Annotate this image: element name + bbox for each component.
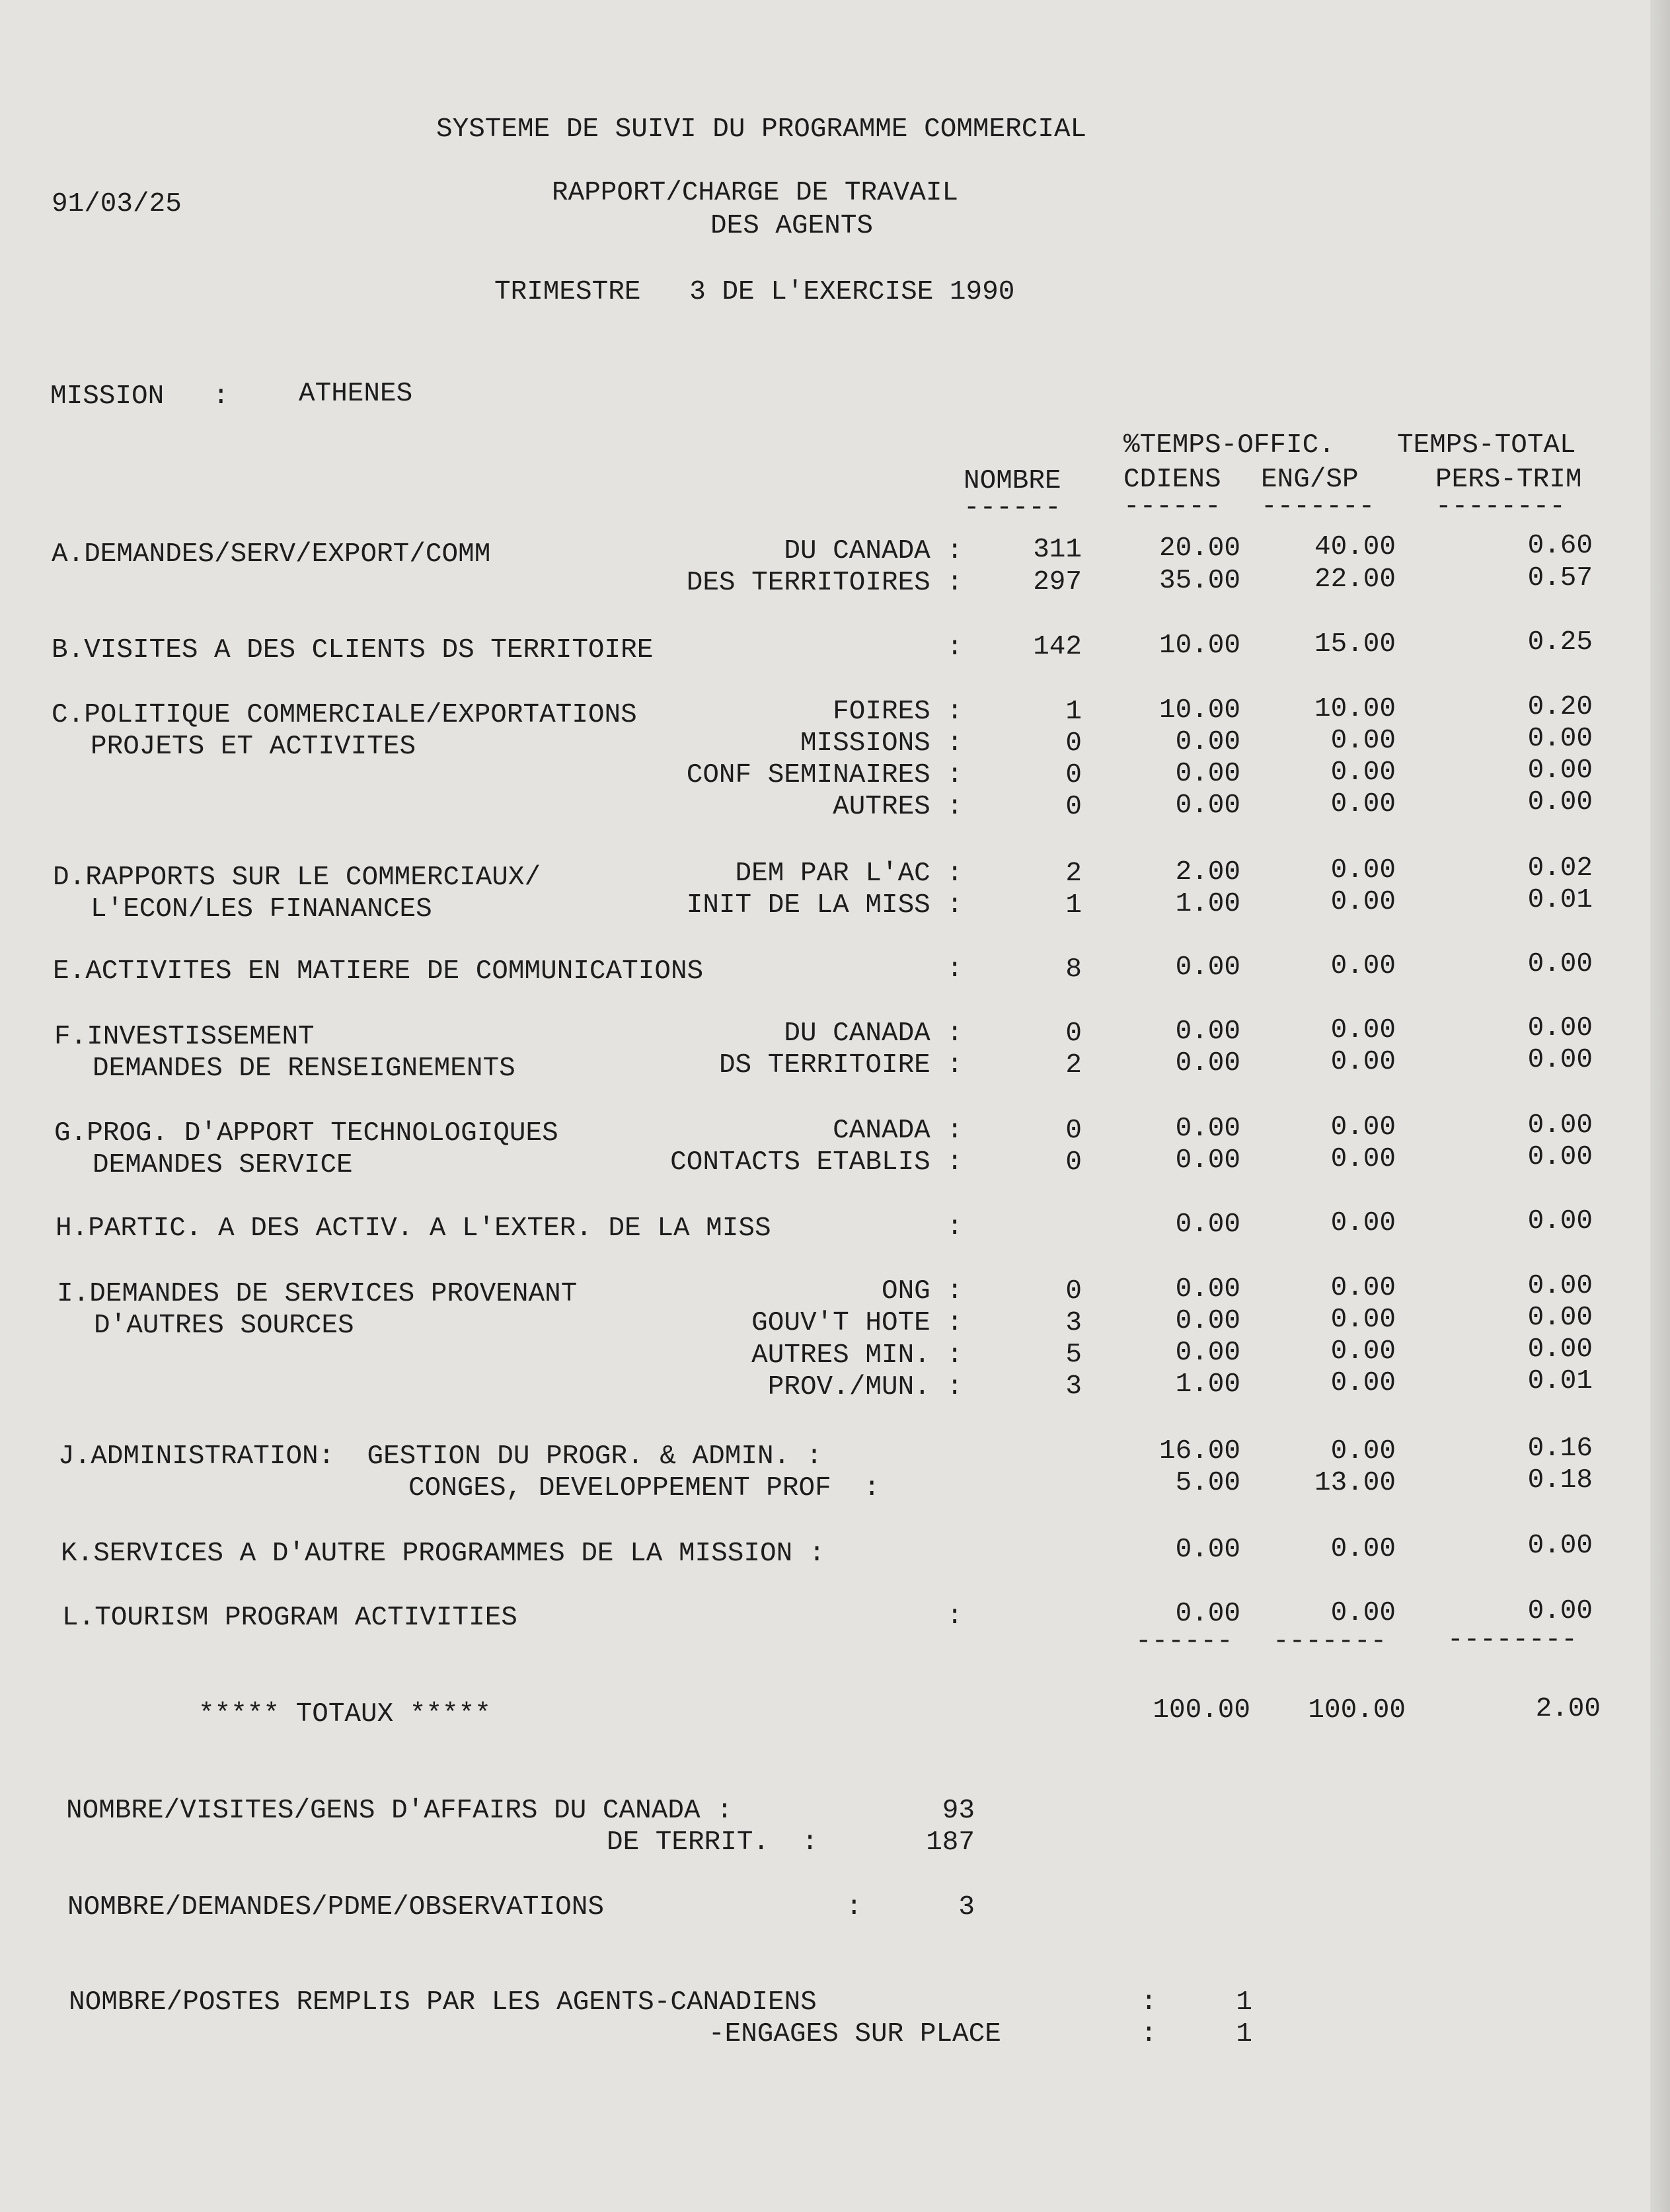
row-sublabel: :	[946, 1212, 963, 1242]
cell-cdiens: 0.00	[1175, 727, 1240, 757]
totals-underline-eng-sp: -------	[1273, 1626, 1387, 1657]
row-sublabel: CONF SEMINAIRES :	[686, 760, 963, 790]
row-label: DEMANDES SERVICE	[93, 1150, 353, 1180]
cell-eng-sp: 0.00	[1330, 1015, 1396, 1046]
row-label: CONGES, DEVELOPPEMENT PROF :	[408, 1473, 880, 1504]
cell-cdiens: 0.00	[1175, 1114, 1240, 1144]
cell-nombre: 142	[1033, 632, 1082, 662]
cell-pers-trim: 0.01	[1527, 885, 1593, 915]
row-label: J.ADMINISTRATION: GESTION DU PROGR. & ADMIN. :	[58, 1441, 823, 1472]
cell-pers-trim: 0.16	[1527, 1433, 1593, 1464]
cell-pers-trim: 0.00	[1527, 1531, 1593, 1561]
postes-label: NOMBRE/POSTES REMPLIS PAR LES AGENTS-CANADIENS	[69, 1987, 817, 2018]
row-sublabel: :	[946, 1601, 963, 1632]
row-sublabel: DEM PAR L'AC :	[735, 858, 963, 889]
cell-pers-trim: 0.00	[1527, 1206, 1593, 1237]
cell-cdiens: 0.00	[1175, 952, 1240, 983]
cell-eng-sp: 40.00	[1314, 532, 1396, 562]
column-pers-trim: PERS-TRIM	[1435, 465, 1582, 495]
cell-eng-sp: 22.00	[1314, 564, 1396, 595]
cell-eng-sp: 0.00	[1330, 951, 1396, 981]
cell-cdiens: 35.00	[1158, 566, 1240, 596]
row-label: L.TOURISM PROGRAM ACTIVITIES	[62, 1603, 517, 1633]
cell-pers-trim: 0.00	[1527, 755, 1593, 786]
row-sublabel: DU CANADA :	[784, 1018, 963, 1049]
column-eng-sp: ENG/SP	[1261, 465, 1359, 495]
row-sublabel: FOIRES :	[833, 697, 963, 727]
column-underline-cdiens: ------	[1123, 492, 1221, 522]
cell-eng-sp: 0.00	[1330, 1598, 1396, 1628]
cell-pers-trim: 0.00	[1527, 1045, 1593, 1075]
cell-cdiens: 0.00	[1175, 1306, 1240, 1336]
row-label: G.PROG. D'APPORT TECHNOLOGIQUES	[54, 1118, 558, 1149]
row-sublabel: :	[946, 954, 963, 985]
cell-nombre: 297	[1033, 567, 1082, 597]
cell-eng-sp: 0.00	[1330, 855, 1396, 886]
row-sublabel: DES TERRITOIRES :	[686, 568, 963, 598]
cell-nombre: 0	[1065, 1116, 1082, 1146]
cell-eng-sp: 0.00	[1330, 1144, 1396, 1174]
visites-value: 93	[942, 1796, 975, 1826]
column-underline-nombre: ------	[964, 493, 1061, 523]
row-sublabel: CANADA :	[833, 1116, 963, 1146]
column-underline-eng-sp: -------	[1261, 492, 1375, 522]
mission-value: ATHENES	[299, 379, 413, 409]
territ-value: 187	[926, 1827, 975, 1858]
report-date: 91/03/25	[52, 189, 182, 219]
cell-pers-trim: 0.00	[1527, 1334, 1593, 1365]
cell-pers-trim: 0.00	[1527, 1271, 1593, 1301]
cell-cdiens: 1.00	[1175, 889, 1240, 919]
row-sublabel: GOUV'T HOTE :	[751, 1308, 963, 1338]
cell-nombre: 2	[1065, 858, 1082, 889]
cell-cdiens: 0.00	[1175, 1338, 1240, 1368]
cell-nombre: 1	[1065, 890, 1082, 921]
cell-pers-trim: 0.00	[1527, 1596, 1593, 1626]
cell-eng-sp: 10.00	[1314, 694, 1396, 724]
demandes-value: 3	[958, 1892, 975, 1923]
postes-value: 1	[1236, 1987, 1252, 2018]
cell-cdiens: 0.00	[1175, 1599, 1240, 1629]
row-sublabel: INIT DE LA MISS :	[686, 890, 963, 921]
cell-nombre: 311	[1033, 535, 1082, 565]
cell-nombre: 0	[1065, 1018, 1082, 1049]
row-label: I.DEMANDES DE SERVICES PROVENANT	[57, 1279, 578, 1309]
cell-pers-trim: 0.25	[1527, 627, 1593, 658]
cell-pers-trim: 0.18	[1527, 1465, 1593, 1496]
cell-nombre: 3	[1065, 1308, 1082, 1338]
report-quarter: TRIMESTRE 3 DE L'EXERCISE 1990	[494, 277, 1015, 307]
page-edge	[1650, 0, 1670, 2212]
cell-pers-trim: 0.00	[1527, 949, 1593, 979]
cell-nombre: 0	[1065, 760, 1082, 790]
cell-nombre: 8	[1065, 954, 1082, 985]
cell-nombre: 0	[1065, 1276, 1082, 1307]
cell-eng-sp: 0.00	[1330, 1368, 1396, 1398]
visites-label: NOMBRE/VISITES/GENS D'AFFAIRS DU CANADA :	[66, 1796, 733, 1826]
cell-cdiens: 2.00	[1175, 857, 1240, 888]
cell-eng-sp: 0.00	[1330, 1273, 1396, 1303]
cell-cdiens: 0.00	[1175, 1274, 1240, 1305]
column-underline-pers-trim: --------	[1435, 492, 1566, 522]
row-label: F.INVESTISSEMENT	[54, 1022, 315, 1052]
cell-eng-sp: 15.00	[1314, 629, 1396, 660]
cell-cdiens: 10.00	[1158, 695, 1240, 726]
total-eng-sp: 100.00	[1308, 1695, 1406, 1726]
cell-cdiens: 0.00	[1175, 1016, 1240, 1047]
row-label: B.VISITES A DES CLIENTS DS TERRITOIRE	[52, 635, 654, 666]
territ-label: DE TERRIT. :	[607, 1827, 818, 1858]
row-sublabel: ONG :	[881, 1276, 963, 1307]
cell-nombre: 0	[1065, 792, 1082, 822]
row-sublabel: PROV./MUN. :	[767, 1372, 963, 1402]
totals-label: ***** TOTAUX *****	[198, 1699, 491, 1730]
postes-colon: :	[1141, 1987, 1157, 2018]
row-label: A.DEMANDES/SERV/EXPORT/COMM	[52, 539, 491, 570]
cell-pers-trim: 0.60	[1527, 531, 1593, 561]
cell-pers-trim: 0.00	[1527, 1303, 1593, 1333]
row-sublabel: MISSIONS :	[800, 728, 963, 759]
total-pers-trim: 2.00	[1535, 1694, 1601, 1724]
cell-eng-sp: 0.00	[1330, 1208, 1396, 1239]
cell-pers-trim: 0.20	[1527, 692, 1593, 722]
cell-cdiens: 1.00	[1175, 1369, 1240, 1400]
row-label: D.RAPPORTS SUR LE COMMERCIAUX/	[53, 862, 541, 893]
cell-eng-sp: 0.00	[1330, 757, 1396, 788]
column-group-temps-offic: %TEMPS-OFFIC.	[1123, 430, 1335, 461]
row-sublabel: DS TERRITOIRE :	[718, 1050, 963, 1081]
cell-cdiens: 5.00	[1175, 1468, 1240, 1498]
cell-eng-sp: 0.00	[1330, 1112, 1396, 1143]
cell-eng-sp: 0.00	[1330, 887, 1396, 917]
mission-label: MISSION :	[50, 381, 229, 412]
cell-eng-sp: 0.00	[1330, 1305, 1396, 1335]
cell-nombre: 1	[1065, 697, 1082, 727]
totals-underline-cdiens: ------	[1135, 1626, 1233, 1657]
cell-cdiens: 20.00	[1158, 533, 1240, 564]
cell-cdiens: 0.00	[1175, 1209, 1240, 1240]
cell-pers-trim: 0.00	[1527, 724, 1593, 754]
demandes-label: NOMBRE/DEMANDES/PDME/OBSERVATIONS	[67, 1892, 604, 1923]
row-sublabel: CONTACTS ETABLIS :	[670, 1147, 963, 1178]
row-label: PROJETS ET ACTIVITES	[91, 732, 416, 762]
cell-cdiens: 0.00	[1175, 790, 1240, 821]
cell-cdiens: 0.00	[1175, 1145, 1240, 1176]
cell-nombre: 0	[1065, 728, 1082, 759]
cell-eng-sp: 0.00	[1330, 1436, 1396, 1467]
report-title: SYSTEME DE SUIVI DU PROGRAMME COMMERCIAL	[436, 114, 1087, 145]
cell-eng-sp: 0.00	[1330, 1047, 1396, 1077]
cell-nombre: 2	[1065, 1050, 1082, 1081]
cell-cdiens: 16.00	[1158, 1436, 1240, 1467]
cell-eng-sp: 13.00	[1314, 1468, 1396, 1498]
cell-eng-sp: 0.00	[1330, 1534, 1396, 1564]
row-label: DEMANDES DE RENSEIGNEMENTS	[93, 1053, 515, 1084]
cell-cdiens: 0.00	[1175, 1535, 1240, 1565]
engages-label: -ENGAGES SUR PLACE	[708, 2019, 1001, 2049]
cell-eng-sp: 0.00	[1330, 789, 1396, 820]
engages-colon: :	[1141, 2019, 1157, 2049]
report-subtitle-line2: DES AGENTS	[710, 211, 874, 241]
row-label: K.SERVICES A D'AUTRE PROGRAMMES DE LA MISSION :	[61, 1539, 825, 1569]
cell-pers-trim: 0.57	[1527, 563, 1593, 593]
cell-pers-trim: 0.00	[1527, 1110, 1593, 1141]
cell-pers-trim: 0.02	[1527, 853, 1593, 884]
cell-cdiens: 0.00	[1175, 1048, 1240, 1079]
cell-pers-trim: 0.00	[1527, 787, 1593, 818]
row-sublabel: :	[946, 632, 963, 663]
cell-eng-sp: 0.00	[1330, 1336, 1396, 1367]
cell-cdiens: 10.00	[1158, 630, 1240, 661]
total-cdiens: 100.00	[1153, 1695, 1250, 1726]
column-nombre: NOMBRE	[964, 466, 1061, 496]
cell-nombre: 0	[1065, 1147, 1082, 1178]
engages-value: 1	[1236, 2019, 1252, 2049]
report-subtitle-line1: RAPPORT/CHARGE DE TRAVAIL	[552, 178, 959, 208]
row-sublabel: AUTRES MIN. :	[751, 1340, 963, 1371]
cell-nombre: 3	[1065, 1371, 1082, 1402]
cell-nombre: 5	[1065, 1340, 1082, 1370]
cell-cdiens: 0.00	[1175, 759, 1240, 789]
column-cdiens: CDIENS	[1123, 465, 1221, 495]
row-label: C.POLITIQUE COMMERCIALE/EXPORTATIONS	[52, 700, 637, 730]
row-label: H.PARTIC. A DES ACTIV. A L'EXTER. DE LA MISS	[56, 1213, 771, 1244]
demandes-colon: :	[846, 1892, 862, 1923]
totals-underline-pers-trim: --------	[1447, 1625, 1577, 1656]
row-sublabel: AUTRES :	[833, 792, 963, 822]
row-label: L'ECON/LES FINANANCES	[91, 894, 432, 925]
cell-pers-trim: 0.01	[1527, 1366, 1593, 1396]
cell-eng-sp: 0.00	[1330, 726, 1396, 756]
row-label: E.ACTIVITES EN MATIERE DE COMMUNICATIONS	[53, 956, 704, 987]
row-label: D'AUTRES SOURCES	[94, 1311, 354, 1341]
row-sublabel: DU CANADA :	[784, 536, 963, 566]
cell-pers-trim: 0.00	[1527, 1013, 1593, 1044]
cell-pers-trim: 0.00	[1527, 1142, 1593, 1172]
column-group-temps-total: TEMPS-TOTAL	[1397, 430, 1576, 461]
